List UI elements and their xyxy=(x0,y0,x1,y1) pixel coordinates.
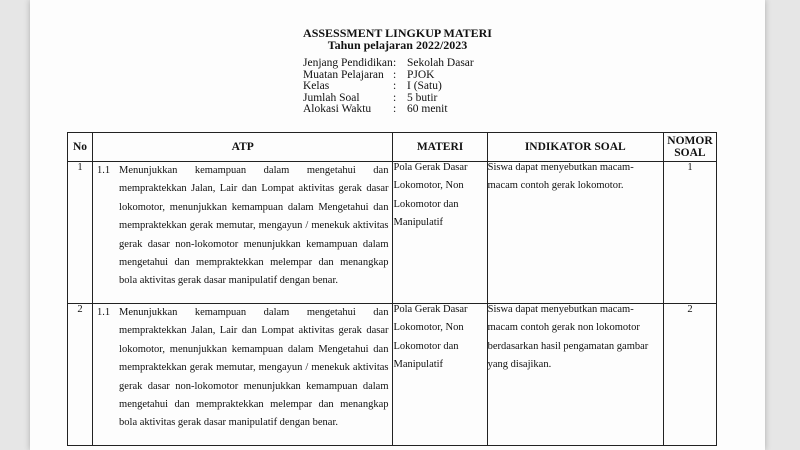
cell-nomor-soal: 2 xyxy=(663,304,716,446)
info-value: Sekolah Dasar xyxy=(407,57,474,69)
document-title: ASSESSMENT LINGKUP MATERI xyxy=(303,26,492,40)
info-separator: : xyxy=(393,80,397,93)
info-separator: : xyxy=(393,91,397,104)
cell-no: 2 xyxy=(68,304,93,446)
document-page xyxy=(30,0,765,450)
cell-nomor-soal: 1 xyxy=(663,162,716,304)
info-label: Alokasi Waktu xyxy=(303,103,372,116)
info-separator: : xyxy=(393,68,397,81)
cell-indikator xyxy=(487,162,663,304)
atp-code: 1.1 xyxy=(97,165,111,176)
assessment-table xyxy=(67,132,717,446)
info-label: Muatan Pelajaran xyxy=(303,68,384,81)
info-value: 5 butir xyxy=(407,91,438,104)
header-nomor-soal: NOMOR SOAL xyxy=(663,133,716,162)
cell-atp xyxy=(93,162,393,304)
cell-no: 1 xyxy=(68,162,93,304)
info-label: Jenjang Pendidikan xyxy=(303,57,393,69)
table-header-row xyxy=(68,133,717,162)
cell-materi xyxy=(393,304,487,446)
info-value: 60 menit xyxy=(407,103,448,116)
atp-text: Menunjukkan kemampuan dalam mengetahui dan mempraktekkan Jalan, Lair dan Lompat aktivitas gerak dasar lokomotor, menunjukkan kemampuan dalam Mengetahui dan mempraktekkan gerak memutar, mengayun / menekuk aktivitas gerak dasar non-lokomotor menunjukkan kemampuan dalam mengetahui dan mempraktekkan melempar dan menangkap bola aktivitas gerak dasar manipulatif dengan benar. xyxy=(119,307,389,429)
cell-indikator xyxy=(487,304,663,446)
document-subtitle: Tahun pelajaran 2022/2023 xyxy=(327,38,468,52)
header-atp: ATP xyxy=(93,133,393,162)
header-indikator-soal: INDIKATOR SOAL xyxy=(487,133,663,162)
atp-text: Menunjukkan kemampuan dalam mengetahui dan mempraktekkan Jalan, Lair dan Lompat aktivitas gerak dasar lokomotor, menunjukkan kemampuan dalam Mengetahui dan mempraktekkan gerak memutar, mengayun / menekuk aktivitas gerak dasar non-lokomotor menunjukkan kemampuan dalam mengetahui dan mempraktekkan melempar dan menangkap bola aktivitas gerak dasar manipulatif dengan benar. xyxy=(119,165,389,287)
cell-atp xyxy=(93,304,393,446)
info-label: Kelas xyxy=(303,80,330,93)
indikator-text: Siswa dapat menyebutkan macam-macam contoh gerak non lokomotor berdasarkan hasil pengamatan gambar yang disajikan. xyxy=(487,304,649,371)
indikator-text: Siswa dapat menyebutkan macam-macam contoh gerak lokomotor. xyxy=(487,162,634,192)
info-label: Jumlah Soal xyxy=(303,91,360,104)
table-row xyxy=(68,162,717,304)
header-no: No xyxy=(68,133,93,162)
info-block xyxy=(303,58,474,116)
info-separator: : xyxy=(393,57,397,69)
info-row-alokasi-waktu xyxy=(303,104,474,116)
cell-materi xyxy=(393,162,487,304)
info-separator: : xyxy=(393,103,397,116)
info-value: PJOK xyxy=(407,68,435,81)
info-value: I (Satu) xyxy=(407,80,442,93)
atp-code: 1.1 xyxy=(97,307,111,318)
materi-text: Pola Gerak Dasar Lokomotor, Non Lokomotor dan Manipulatif xyxy=(393,304,468,371)
info-row-jenjang xyxy=(303,58,474,70)
table-row xyxy=(68,304,717,446)
materi-text: Pola Gerak Dasar Lokomotor, Non Lokomotor dan Manipulatif xyxy=(393,162,468,229)
header-materi: MATERI xyxy=(393,133,487,162)
